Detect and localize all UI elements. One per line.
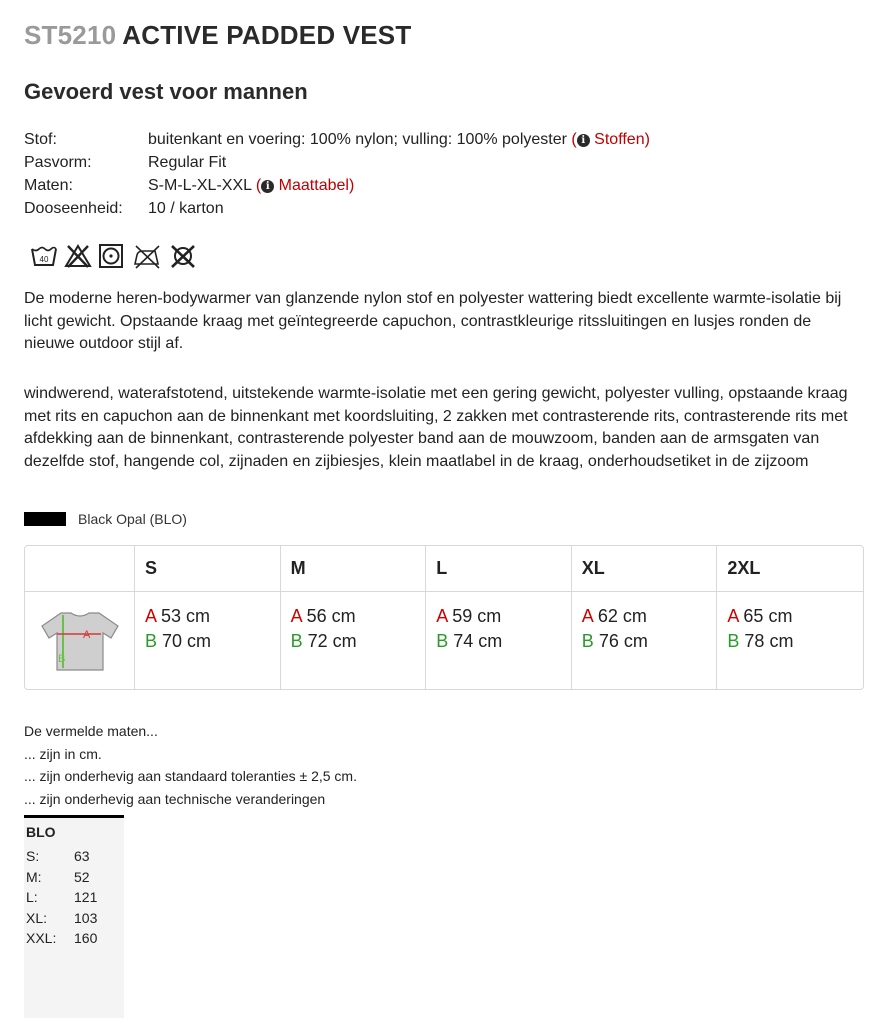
no-iron-icon	[132, 243, 162, 269]
size-table	[24, 545, 864, 690]
measurement-diagram	[25, 592, 135, 689]
product-code: ST5210	[24, 20, 117, 50]
spec-value: 10 / karton	[148, 200, 224, 217]
tshirt-measure-icon	[39, 610, 121, 672]
size-header: S	[135, 546, 281, 592]
note-line: ... zijn onderhevig aan standaard toleranties ± 2,5 cm.	[24, 768, 357, 784]
spec-value: S-M-L-XL-XXL ( i Maattabel)	[148, 177, 355, 194]
size-header: M	[281, 546, 427, 592]
stock-row: M: 52	[26, 868, 90, 885]
info-icon: i	[577, 134, 590, 147]
color-option[interactable]	[24, 511, 187, 527]
color-label: Black Opal (BLO)	[78, 511, 187, 527]
spec-label: Stof:	[24, 131, 57, 148]
care-symbols	[30, 243, 198, 269]
spec-value: buitenkant en voering: 100% nylon; vulling: 100% polyester ( i Stoffen)	[148, 131, 650, 148]
stock-panel	[24, 815, 124, 1018]
measurement-cell: A 59 cm B 74 cm	[426, 592, 572, 689]
spec-row-fit	[24, 151, 650, 174]
product-subtitle: Gevoerd vest voor mannen	[24, 79, 308, 104]
size-header: L	[426, 546, 572, 592]
stock-row: S: 63	[26, 848, 90, 864]
size-header: XL	[572, 546, 718, 592]
spec-list	[24, 128, 650, 220]
tumble-dry-icon	[98, 243, 126, 269]
fabrics-link[interactable]: ( i Stoffen)	[571, 131, 650, 148]
product-name: ACTIVE PADDED VEST	[122, 20, 412, 50]
spec-value: Regular Fit	[148, 154, 227, 171]
color-swatch[interactable]	[24, 512, 66, 526]
table-corner	[25, 546, 135, 592]
spec-row-fabric	[24, 128, 650, 151]
spec-label: Maten:	[24, 177, 73, 194]
svg-text:40: 40	[39, 255, 49, 264]
stock-row: XL: 103	[26, 909, 98, 926]
svg-text:A: A	[82, 628, 90, 641]
no-bleach-icon	[64, 243, 92, 269]
size-header: 2XL	[717, 546, 863, 592]
size-chart-link[interactable]: ( i Maattabel)	[255, 177, 355, 194]
no-dry-clean-icon	[168, 243, 198, 269]
product-title	[24, 20, 411, 51]
spec-label: Pasvorm:	[24, 154, 92, 171]
measurement-cell: A 62 cm B 76 cm	[572, 592, 718, 689]
measurement-cell: A 56 cm B 72 cm	[281, 592, 427, 689]
spec-row-box-unit	[24, 197, 650, 220]
wash-40-icon	[30, 243, 58, 269]
measurement-cell: A 65 cm B 78 cm	[727, 606, 794, 651]
stock-row: L: 121	[26, 889, 98, 905]
stock-color-code: BLO	[26, 824, 56, 840]
stock-row: XXL: 160	[26, 930, 98, 946]
product-features: windwerend, waterafstotend, uitstekende warmte-isolatie met een gering gewicht, polyester vulling, opstaande kraag met rits en capuchon aan de binnenkant met koordsluiting, 2 zakken met contrasterende rits, contrasterende rits met afdekking aan de binnenkant, contrasterende polyester band aan de mouwzoom, banden aan de armsgaten van dezelfde stof, hangende col, zijnaden en zijbiesjes, klein maatlabel in de kraag, onderhoudsetiket in de zijzoom	[24, 385, 848, 470]
spec-label: Dooseenheid:	[24, 200, 123, 217]
note-line: De vermelde maten...	[24, 723, 158, 739]
note-line: ... zijn in cm.	[24, 745, 102, 762]
size-notes	[24, 720, 357, 810]
note-line: ... zijn onderhevig aan technische veranderingen	[24, 790, 326, 807]
measurement-cell: A 53 cm B 70 cm	[135, 592, 281, 689]
product-description: De moderne heren-bodywarmer van glanzende nylon stof en polyester wattering biedt excellente warmte-isolatie bij licht gewicht. Opstaande kraag met geïntegreerde capuchon, contrastkleurige ritssluitingen en lusjes ronden de nieuwe outdoor stijl af.	[24, 290, 842, 352]
spec-row-sizes	[24, 174, 650, 197]
svg-text:B: B	[57, 652, 65, 665]
info-icon: i	[261, 180, 274, 193]
